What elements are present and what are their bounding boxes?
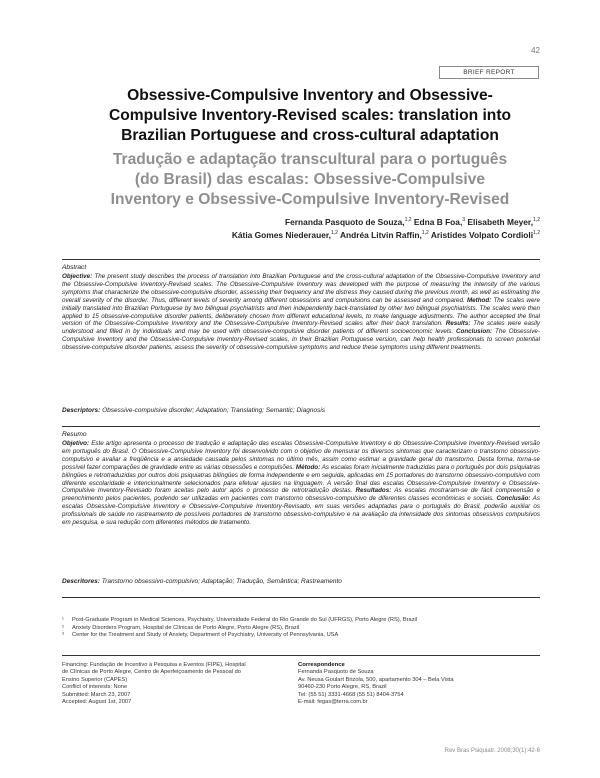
title-portuguese-line-1: Tradução e adaptação transcultural para o português <box>112 151 508 168</box>
abstract-body <box>62 273 540 352</box>
results-label: Results: <box>442 320 471 328</box>
author-affiliation: 1,2 <box>533 217 540 224</box>
section-divider <box>62 597 540 598</box>
footnote-symbol: ³ <box>62 632 64 638</box>
descritores <box>62 578 540 586</box>
resumo-heading: Resumo <box>62 431 87 438</box>
section-divider <box>62 259 540 260</box>
affiliations-footnotes <box>62 617 540 640</box>
footnote-text: Center for the Treatment and Study of Anxiety, Department of Psychiatry, University of Pennsylvania, USA <box>72 632 339 638</box>
title-english-line-3: Brazilian Portuguese and cross-cultural adaptation <box>121 127 499 144</box>
title-english-line-2: Compulsive Inventory-Revised scales: translation into <box>108 107 512 124</box>
correspondence-phone: Tel: (55 51) 3331-4668 (55 51) 8404-3754 <box>298 691 404 698</box>
funding-line: Financing: Fundação de Incentivo à Pesquisa e Eventos (FIPE), Hospital <box>62 662 246 668</box>
metodo-text: As escalas foram inicialmente traduzidas para o português por dois psiquiatras bilíngües e retrotraduzidas por outros dois psiquiatras bilíngües de forma independente e em seguida, aplicadas em 15 portadores do transtorno obsessivo-compulsivo com diferente escolaridade e intencionalmente selecionados para efetuar ajustes na linguagem. A versão final das escalas Obsessive-Compulsive Inventory e Obsessive-Compulsive Inventory-Revisado foram aceitas pelo autor após o processo de retrotradução destas. <box>62 463 540 495</box>
resultados-text: As escalas mostraram-se de fácil compreensão e preenchimento pelos pacientes, podendo ser utilizadas em pacientes com transtorno obsessivo-compulsivo de diferentes classes econômicas e sociais. <box>62 487 540 503</box>
page-number: 42 <box>531 46 540 55</box>
descriptors-label: Descriptors: <box>62 407 101 414</box>
author-affiliation: 1,2 <box>330 230 338 237</box>
section-divider <box>62 426 540 427</box>
title-portuguese <box>40 150 580 210</box>
correspondence-city: 90460-230 Porto Alegre, RS, Brazil <box>298 684 387 691</box>
authors-line-1 <box>40 217 540 227</box>
title-english-line-1: Obsessive-Compulsive Inventory and Obsessive- <box>127 87 493 104</box>
footnote <box>62 625 540 633</box>
author-name: Fernanda Pasquoto de Souza, <box>285 217 405 227</box>
funding-line: Ensino Superior (CAPES) <box>62 676 128 683</box>
abstract-heading: Abstract <box>62 264 87 271</box>
article-type-badge: BRIEF REPORT <box>439 66 539 79</box>
metodo-label: Método: <box>294 463 321 471</box>
descriptors <box>62 407 540 415</box>
objective-label: Objective: <box>62 273 93 280</box>
objective-text: The present study describes the process of translation into Brazilian Portuguese and the cross-cultural adaptation of the Obsessive-Compulsive Inventory and the Obsessive-Compulsive Inventory-Revised scales. The Obsessive-Compulsive Inventory was developed with the purpose of measuring the intensity of the various symptoms that characterize the obsessive-compulsive disorder, assessing their frequency and the distress they caused during the previous month, as well as estimating the overall severity of the disorder. Thus, different levels of severity among different obsessions and compulsions can be assessed and compared. <box>62 273 540 304</box>
objetivo-label: Objetivo: <box>62 440 90 447</box>
footnote-text: Anxiety Disorders Program, Hospital de Clínicas de Porto Alegre, Porto Alegre (RS), Brazil <box>72 624 300 631</box>
correspondence-email[interactable]: E-mail: fegas@terra.com.br <box>298 699 368 706</box>
resultados-label: Resultados: <box>352 487 392 495</box>
title-english <box>40 86 580 146</box>
author-name: Kátia Gomes Niederauer, <box>231 230 331 240</box>
footnote <box>62 632 540 640</box>
accepted-date: Accepted: August 1st, 2007 <box>62 699 132 706</box>
objetivo-text: Este artigo apresenta o processo de tradução e adaptação das escalas Obsessive-Compulsive Inventory e do Obsessive-Compulsive Inventory-Revised versão em português do Brasil. O Obsessive-Compulsive Inventory foi desenvolvido com o objetivo de mensurar os diversos sintomas que caracterizam o transtorno obsessivo-compulsivo e avaliar a freqüência e a ansiedade causada pelos sintomas no último mês, assim como estimar a gravidade geral do transtorno. Desta forma, torna-se possível fazer comparações de gravidade entre as várias obsessões e compulsões. <box>62 440 540 471</box>
results-text: The scales were easily understood and filled in by individuals and may be used with obsessive-compulsive disorder patients of different socioeconomic levels. <box>62 320 540 336</box>
footnote-symbol: ¹ <box>62 617 64 623</box>
author-affiliation: 3 <box>462 217 466 224</box>
descritores-text: Transtorno obsessivo-compulsivo; Adaptação; Tradução, Semântica; Rastreamento <box>99 578 342 585</box>
author-name: Aristides Volpato Cordioli <box>428 230 534 240</box>
title-portuguese-line-2: (do Brasil) das escalas: Obsessive-Compulsive <box>134 171 486 188</box>
footnote-text: Post-Graduate Program in Medical Sciences, Psychiatry, Universidade Federal do Rio Grande do Sul (UFRGS), Porto Alegre (RS), Brazil <box>72 617 418 623</box>
resumo-body <box>62 440 540 527</box>
section-divider <box>62 655 540 656</box>
author-affiliation: 1,2 <box>533 230 540 237</box>
correspondence-heading: Correspondence <box>298 662 345 668</box>
method-label: Method: <box>464 296 492 304</box>
conclusion-label: Conclusion: <box>453 328 493 336</box>
footnote-symbol: ² <box>62 624 64 631</box>
submitted-date: Submitted: March 23, 2007 <box>62 691 131 698</box>
author-name: Andréa Litvin Raffin, <box>337 230 422 240</box>
author-name: Elisabeth Meyer, <box>465 217 534 227</box>
descriptors-text: Obsessive-compulsive disorder; Adaptation; Translating; Semantic; Diagnosis <box>100 407 326 414</box>
authors-line-2 <box>40 230 540 240</box>
conclusion-text: The Obsessive-Compulsive Inventory and the Obsessive-Compulsive Inventory-Revised scales, in their Brazilian Portuguese version, can help health professionals to screen potential obsessive-compulsive disorder patients, assess the severity of obsessive-compulsive symptoms and reduce these symptoms using different treatments. <box>62 328 540 352</box>
correspondence-name: Fernanda Pasquoto de Souza <box>298 669 374 676</box>
funding-line: de Clínicas de Porto Alegre, Centro de Aperfeiçoamento de Pessoal do <box>62 669 241 676</box>
journal-citation: Rev Bras Psiquiatr. 2008;30(1):42-6 <box>444 748 540 754</box>
title-portuguese-line-3: Inventory e Obsessive-Compulsive Inventory-Revised <box>110 191 510 208</box>
conflict-of-interests: Conflict of interests: None <box>62 684 128 691</box>
author-affiliation: 1,2 <box>421 230 429 237</box>
conclusao-label: Conclusão: <box>494 495 531 503</box>
funding-info <box>62 662 300 706</box>
author-name: Edna B Foa, <box>411 217 463 227</box>
correspondence-address: Av. Neusa Goulart Brizola, 500, apartamento 304 – Bela Vista <box>298 676 454 683</box>
method-text: The scales were initially translated into Brazilian Portuguese by two bilingual psychiatrists and then independently back-translated by other two bilingual psychiatrists. The scales were then applied to 15 obsessive-compulsive disorder patients, deliberately chosen from different educational levels, to make language adjustments. The author accepted the final version of the Obsessive-Compulsive Inventory and the Obsessive-Compulsive Inventory-Revised scales after their back translation. <box>62 296 540 328</box>
footnote <box>62 617 540 625</box>
descritores-label: Descritores: <box>62 578 100 585</box>
correspondence-info <box>298 662 540 706</box>
conclusao-text: As escalas Obsessive-Compulsive Inventory e Obsessive-Compulsive Inventory-Revisado, em suas versões adaptadas para o português do Brasil, poderão auxiliar os profissionais de saúde no rastreamento de possíveis portadores de transtorno obsessivo-compulsivo e na avaliação da intensidade dos sintomas obsessivos compulsivos em pesquisa, e sua redução com diferentes métodos de tratamento. <box>62 495 540 527</box>
author-affiliation: 1,2 <box>404 217 412 224</box>
